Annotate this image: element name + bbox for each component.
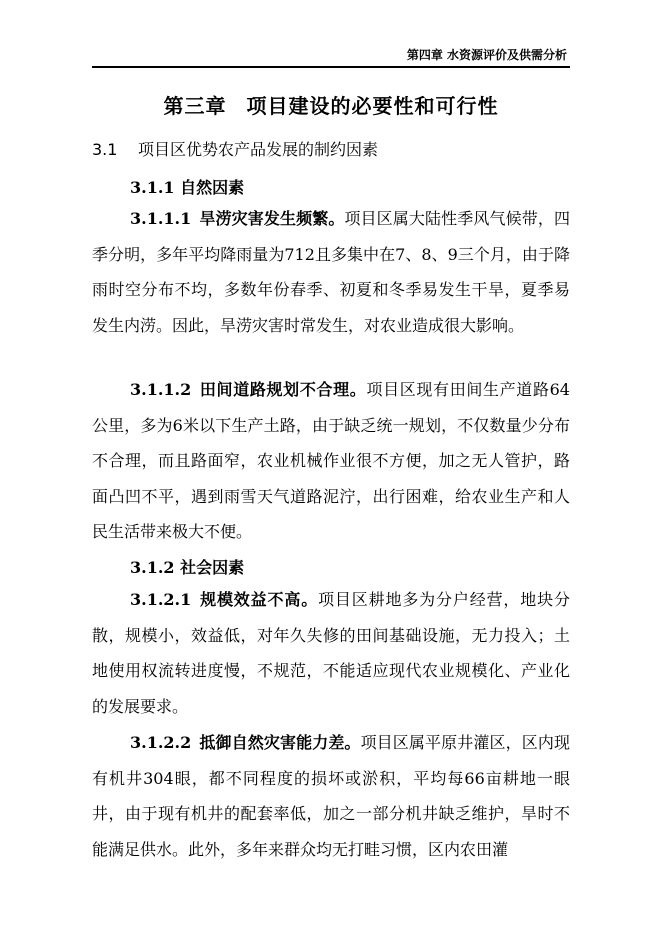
paragraph-number: 3.1.1.1 [130,209,192,228]
paragraph-lead: 规模效益不高。 [199,590,319,609]
paragraph-text: 项目区耕地多为分户经营，地块分散，规模小，效益低，对年久失修的田间基础设施，无力投入；土地使用权流转进度慢，不规范，不能适应现代农业规模化、产业化的发展要求。 [92,590,570,716]
paragraph-lead: 旱涝灾害发生频繁。 [199,209,345,228]
chapter-number: 第三章 [163,94,227,118]
paragraph-number: 3.1.2.1 [130,590,192,609]
paragraph-drought-flood [92,201,570,343]
paragraph-disaster-resistance [92,725,570,867]
paragraph-field-roads [92,372,570,550]
subsection-heading-social: 3.1.2 社会因素 [130,558,245,577]
section-title: 项目区优势农产品发展的制约因素 [138,140,379,159]
paragraph-lead: 田间道路规划不合理。 [199,380,367,399]
section-heading [92,137,378,160]
chapter-name: 项目建设的必要性和可行性 [246,94,499,118]
paragraph-scale-benefit [92,582,570,724]
section-number: 3.1 [92,140,118,159]
header-rule [92,66,570,68]
paragraph-lead: 抵御自然灾害能力差。 [199,733,361,752]
paragraph-text: 项目区属平原井灌区，区内现有机井304眼，都不同程度的损坏或淤积，平均每66亩耕地一眼井，由于现有机井的配套率低，加之一部分机井缺乏维护，旱时不能满足供水。此外，多年来群众均无打畦习惯，区内农田灌 [92,733,570,859]
running-header: 第四章 水资源评价及供需分析 [406,48,567,62]
paragraph-number: 3.1.2.2 [130,733,192,752]
chapter-title [92,90,570,119]
paragraph-text: 项目区属大陆性季风气候带，四季分明，多年平均降雨量为712且多集中在7、8、9三个月，由于降雨时空分布不均，多数年份春季、初夏和冬季易发生干旱，夏季易发生内涝。因此，旱涝灾害时常发生，对农业造成很大影响。 [92,209,570,335]
paragraph-text: 项目区现有田间生产道路64公里，多为6米以下生产土路，由于缺乏统一规划，不仅数量少分布不合理，而且路面窄，农业机械作业很不方便，加之无人管护，路面凸凹不平，遇到雨雪天气道路泥泞，出行困难，给农业生产和人民生活带来极大不便。 [92,380,570,541]
paragraph-number: 3.1.1.2 [130,380,192,399]
subsection-heading-natural: 3.1.1 自然因素 [130,178,245,197]
